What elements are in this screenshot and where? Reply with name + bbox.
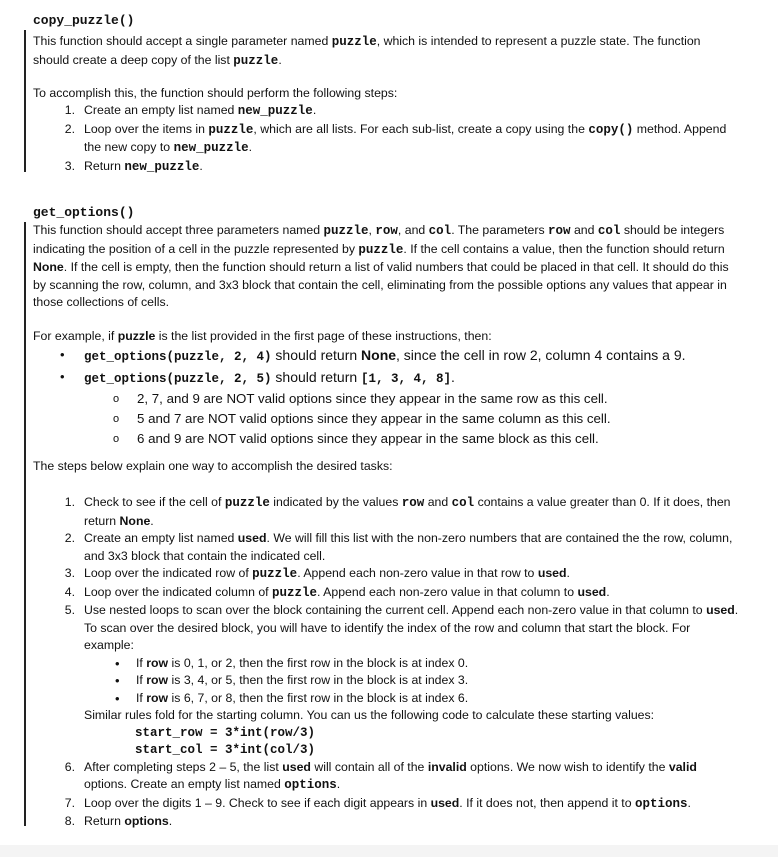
bold-text: options [124, 814, 169, 828]
bold-text: used [537, 566, 567, 580]
bold-text: None [119, 513, 151, 528]
bold-text: used [706, 603, 735, 617]
copy-puzzle-steps [33, 102, 743, 176]
text: . The parameters [451, 223, 549, 237]
text: This function should accept three parameters named [33, 223, 324, 237]
code-text: row [375, 224, 398, 238]
text: If [136, 673, 147, 687]
text: . [687, 795, 691, 810]
code-text: get_options(puzzle, 2, 4) [84, 350, 272, 364]
code-text: col [451, 496, 475, 510]
text: . [248, 140, 252, 154]
text: . If it does not, then append it to [459, 795, 635, 810]
list-item: 8. Return options. [64, 814, 173, 828]
section-bar-copy-puzzle [24, 30, 26, 172]
list-item: 2. Loop over the items in puzzle, which are all lists. For each sub-list, create a copy using the copy() method. Append the new copy to new_puzzle. [64, 121, 727, 155]
bold-text: row [146, 673, 169, 687]
text: will contain all of the [310, 759, 428, 774]
code-text: col [428, 224, 452, 238]
code-text: copy() [588, 122, 634, 137]
text: Return [84, 158, 125, 173]
get-options-examples [33, 345, 743, 449]
code-text: puzzle [323, 224, 369, 238]
bold-text: row [146, 655, 169, 670]
list-item: • If row is 3, 4, or 5, then the first row in the block is at index 3. [115, 673, 469, 688]
text: Check to see if the cell of [84, 495, 225, 509]
text: . [168, 814, 173, 828]
text: should return [271, 369, 362, 385]
text: contains a value greater than 0. If it does, then return [84, 495, 731, 528]
text: . [566, 566, 570, 580]
text: Loop over the indicated row of [84, 566, 253, 580]
code-text: puzzle [252, 567, 298, 581]
text: , and [397, 223, 429, 237]
text: . Append each non-zero value in that column to [317, 584, 578, 599]
page-footer-band [0, 845, 778, 857]
list-item: 1. Create an empty list named new_puzzle. [64, 103, 317, 118]
code-line: start_col = 3*int(col/3) [135, 742, 316, 757]
text: is the list provided in the first page of these instructions, then: [155, 329, 492, 343]
text: If [136, 655, 147, 670]
text: . [278, 52, 282, 67]
list-item: 5. Use nested loops to scan over the block containing the current cell. Append each non-zero value in that column to used. To scan over the desired block, you will have to identify the index of the row and column that start the block. For example: [64, 603, 739, 652]
code-text: row [401, 496, 425, 510]
code-text: new_puzzle [124, 159, 200, 174]
list-item: 1. Check to see if the cell of puzzle indicated by the values row and col contains a value greater than 0. If it does, then return None. [64, 495, 731, 528]
text: Loop over the items in [84, 121, 209, 136]
bold-text: used [430, 795, 460, 810]
get-options-heading: get_options() [33, 205, 135, 220]
bold-text: used [282, 759, 311, 774]
code-text: options [634, 796, 688, 811]
code-text: new_puzzle [237, 104, 313, 118]
text: , [368, 223, 376, 237]
text: . If the cell is empty, then the function should return a list of valid numbers that could be placed in that cell. It should do this by scanning the row, column, and 3x3 block that contain the cell, eliminating from the possible options any values that appear in those collections of cells. [33, 260, 729, 309]
text: . Append each non-zero value in that row to [297, 566, 538, 580]
code-text: puzzle [272, 585, 318, 600]
text: . [199, 158, 203, 173]
copy-puzzle-description [33, 33, 733, 70]
list-item: o 5 and 7 are NOT valid options since they appear in the same column as this cell. [113, 411, 611, 426]
get-options-steps [33, 494, 743, 831]
list-item: 4. Loop over the indicated column of puzzle. Append each non-zero value in that column to used. [64, 584, 610, 600]
list-item: • If row is 0, 1, or 2, then the first row in the block is at index 0. [115, 655, 469, 671]
text: should return [271, 347, 362, 363]
list-item: o 2, 7, and 9 are NOT valid options since they appear in the same row as this cell. [113, 391, 608, 406]
code-text: puzzle [331, 35, 377, 49]
get-options-example-intro [33, 328, 733, 346]
text: should be integers indicating the position of a cell in the puzzle represented by [33, 223, 725, 256]
bold-text: row [146, 690, 169, 705]
text: If [136, 690, 147, 705]
code-text: [1, 3, 4, 8] [361, 372, 452, 386]
list-item: o 6 and 9 are NOT valid options since they appear in the same block as this cell. [113, 431, 599, 446]
text: is 3, 4, or 5, then the first row in the block is at index 3. [168, 673, 469, 687]
code-text: puzzle [208, 122, 254, 137]
bold-text: valid [668, 759, 697, 774]
copy-puzzle-heading: copy_puzzle() [33, 13, 135, 28]
text: indicated by the values [269, 495, 402, 509]
list-item: • get_options(puzzle, 2, 5) should return [1, 3, 4, 8]. [60, 369, 455, 386]
code-text: options [284, 778, 337, 792]
get-options-steps-intro: The steps below explain one way to accomplish the desired tasks: [33, 459, 393, 473]
list-item: 3. Return new_puzzle. [64, 158, 203, 174]
text: . To scan over the desired block, you will have to identify the index of the row and column that start the block. For example: [84, 603, 739, 652]
text: . [336, 777, 341, 791]
text: , which is intended to represent a puzzle state. The function should create a deep copy of the list [33, 34, 701, 67]
text: . [451, 369, 455, 385]
text: Create an empty list named [84, 103, 238, 117]
bold-text: None [361, 347, 397, 363]
text: and [570, 223, 598, 237]
text: . If the cell contains a value, then the function should return [403, 241, 725, 256]
text: This function should accept a single parameter named [33, 34, 332, 48]
text: Return [84, 814, 125, 828]
text: and [424, 495, 452, 509]
text: . [150, 513, 154, 528]
text: For example, if [33, 329, 118, 343]
text: . We will fill this list with the non-zero numbers that are contained the the row, column, and 3x3 block that contain the indicated cell. [84, 531, 733, 563]
code-text: row [548, 224, 571, 238]
text: . [312, 103, 317, 117]
code-line: start_row = 3*int(row/3) [135, 725, 316, 740]
step5-after-text: Similar rules fold for the starting column. You can us the following code to calculate these starting values: [84, 708, 655, 722]
list-item: 3. Loop over the indicated row of puzzle. Append each non-zero value in that row to used. [64, 566, 570, 581]
bold-text: None [33, 260, 64, 274]
code-text: col [597, 224, 621, 238]
code-text: puzzle [224, 496, 270, 510]
bold-text: puzzle [117, 329, 156, 343]
list-item: • get_options(puzzle, 2, 4) should return None, since the cell in row 2, column 4 contains a 9. [60, 347, 686, 364]
text: Use nested loops to scan over the block containing the current cell. Append each non-zero value in that column to [84, 603, 707, 617]
code-text: new_puzzle [173, 141, 249, 155]
text: . [606, 584, 610, 599]
text: options. Create an empty list named [84, 777, 285, 791]
code-text: get_options(puzzle, 2, 5) [84, 372, 272, 386]
text: is 6, 7, or 8, then the first row in the block is at index 6. [168, 690, 469, 705]
section-bar-get-options [24, 222, 26, 826]
text: Loop over the digits 1 – 9. Check to see if each digit appears in [84, 795, 431, 810]
text: Loop over the indicated column of [84, 584, 272, 599]
bold-text: invalid [427, 759, 467, 774]
list-item: • If row is 6, 7, or 8, then the first row in the block is at index 6. [115, 690, 469, 706]
get-options-description [33, 222, 733, 312]
list-item: 2. Create an empty list named used. We will fill this list with the non-zero numbers that are contained the the row, column, and 3x3 block that contain the indicated cell. [64, 531, 733, 563]
bold-text: used [237, 531, 267, 545]
text: Create an empty list named [84, 531, 238, 545]
code-text: puzzle [358, 242, 404, 257]
text: , which are all lists. For each sub-list, create a copy using the [253, 121, 589, 136]
list-item: 7. Loop over the digits 1 – 9. Check to see if each digit appears in used. If it does not, then append it to options. [64, 795, 691, 811]
bold-text: used [577, 584, 607, 599]
text: After completing steps 2 – 5, the list [84, 759, 283, 774]
copy-puzzle-steps-intro: To accomplish this, the function should perform the following steps: [33, 86, 398, 100]
text: method. Append the new copy to [84, 121, 727, 154]
list-item: 6. After completing steps 2 – 5, the list used will contain all of the invalid options. We now wish to identify the valid options. Create an empty list named options. [64, 759, 697, 792]
code-text: puzzle [233, 53, 279, 68]
text: , since the cell in row 2, column 4 contains a 9. [396, 347, 686, 363]
text: is 0, 1, or 2, then the first row in the block is at index 0. [168, 655, 469, 670]
text: options. We now wish to identify the [466, 759, 669, 774]
